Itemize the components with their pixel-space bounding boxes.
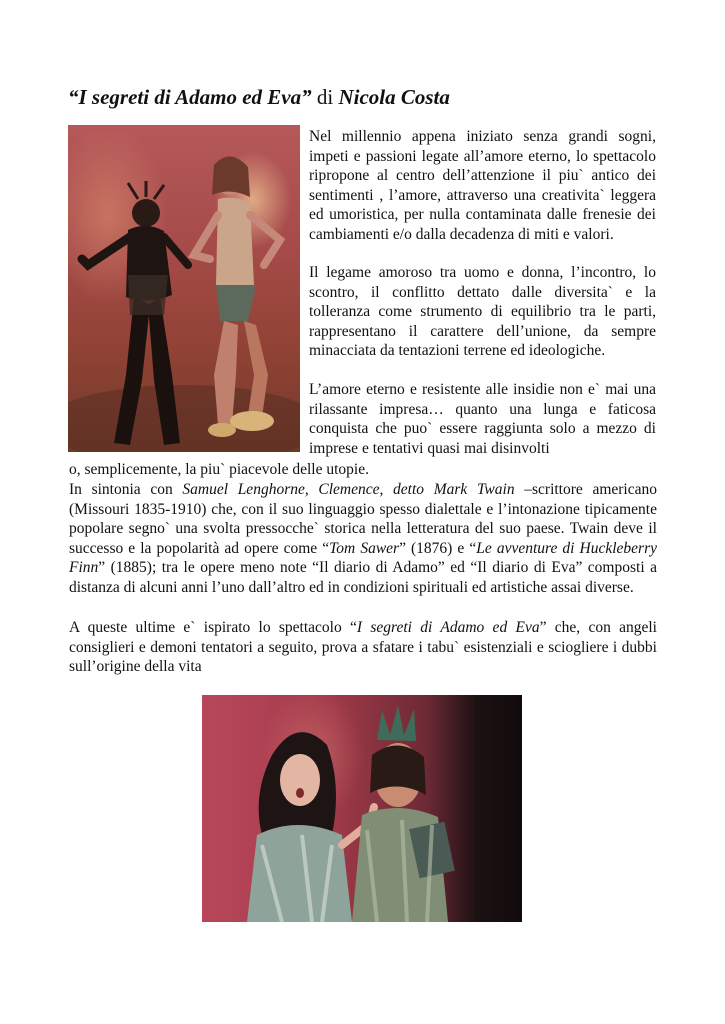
paragraph-1: Nel millennio appena iniziato senza grandi sogni, impeti e passioni legate all’amore eterno, lo spettacolo ripropone al centro dell’attenzione il piu` antico dei sentimenti , l’amore, attraverso una creativita` leggera ed umoristica, per nulla contaminata dalle frenesie dei cambiamenti e/o dalla decadenza di miti e valori. bbox=[309, 128, 656, 243]
title-quote: “I segreti di Adamo ed Eva” bbox=[68, 85, 312, 109]
theatre-photo-2 bbox=[202, 695, 522, 922]
p4-text-a: In sintonia con bbox=[69, 481, 183, 498]
photo1-illustration bbox=[68, 125, 300, 452]
photo2-illustration bbox=[202, 695, 522, 922]
p4-italic-huckleberry: Le avventure di Huckleberry Finn bbox=[69, 539, 657, 576]
p4-text-c: –scrittore americano (Missouri 1835-1910) che, con il suo linguaggio spesso dialettale e l’intonazione tipicamente popolare segno` una svolta pressocche` storica nella letteratura del suo paese. Twain deve il successo e la popolarità ad opere come “ bbox=[69, 481, 657, 557]
p4-italic-twain: Samuel Lenghorne, Clemence, detto Mark Twain bbox=[182, 481, 515, 498]
paragraph-4 bbox=[69, 480, 657, 597]
p5-italic-title: I segreti di Adamo ed Eva bbox=[356, 619, 540, 636]
paragraph-5 bbox=[69, 618, 657, 677]
paragraph-2: Il legame amoroso tra uomo e donna, l’incontro, lo scontro, il conflitto dettato dalle diversita` e la tolleranza come strumento di equilibrio tra le parti, rappresentano il carattere dell’unione, da sempre minacciata da tentazioni terrene ed ideologiche. bbox=[309, 264, 656, 359]
page-title bbox=[68, 84, 668, 110]
figure-demon-silhouette bbox=[352, 705, 455, 922]
p5-text-c: ” che, con angeli consiglieri e demoni tentatori a seguito, prova a sfatare i tabu` esistenziali e sciogliere i dubbi sull’origine della vita bbox=[69, 619, 657, 675]
p5-text-a: A queste ultime e` ispirato lo spettacolo “ bbox=[69, 619, 357, 636]
p4-text-g: ” (1885); tra le opere meno note “Il diario di Adamo” ed “Il diario di Eva” composti a distanza di alcuni anni l’uno dall’altro ed in condizioni spirituali ed artistiche assai diverse. bbox=[69, 559, 657, 596]
paragraph-3-tail: o, semplicemente, la piu` piacevole delle utopie. bbox=[69, 461, 369, 478]
theatre-photo-1 bbox=[68, 125, 300, 452]
paragraph-3: L’amore eterno e resistente alle insidie non e` mai una rilassante impresa… quanto una lunga e faticosa conquista che puo` essere raggiunta solo a mezzo di imprese e tentativi quasi mai disinvolti bbox=[309, 381, 656, 457]
p4-italic-tom-sawer: Tom Sawer bbox=[329, 539, 400, 557]
title-di: di bbox=[311, 85, 339, 109]
title-author: Nicola Costa bbox=[338, 85, 450, 109]
p4-text-e: ” (1876) e “ bbox=[399, 539, 477, 557]
